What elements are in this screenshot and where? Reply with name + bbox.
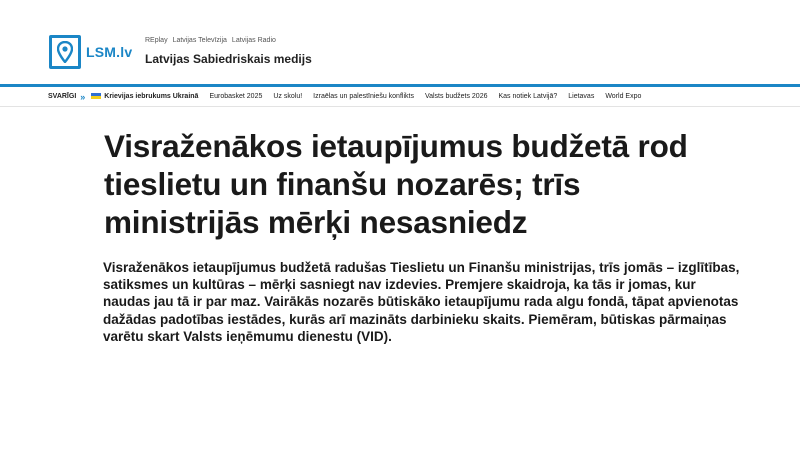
nav-items [91,93,641,100]
double-chevron-right-icon: » [80,91,86,102]
nav-item-budget-2026[interactable]: Valsts budžets 2026 [424,93,488,100]
nav-item-world-expo[interactable]: World Expo [605,93,642,100]
article-headline: Visraženākos ietaupījumus budžetā rod tieslietu un finanšu nozarēs; trīs ministrijās mērķi nesasniedz [104,128,688,240]
nav-label: SVARĪGI [48,93,77,100]
top-link-replay[interactable]: REplay [145,37,168,44]
top-link-ltv[interactable]: Latvijas Televīzija [172,37,227,44]
ukraine-flag-icon [91,93,101,99]
nav-item-israel-conflict[interactable]: Izraēlas un palestīniešu konflikts [313,93,414,100]
nav-item-school[interactable]: Uz skolu! [273,93,303,100]
top-links [145,37,276,44]
brand-title: Latvijas Sabiedriskais medijs [145,52,312,66]
article-lead: Visraženākos ietaupījumus budžetā radušas Tieslietu un Finanšu ministrijas, trīs jomās – izglītības, satiksmes un kultūras – mērķi sasniegt nav izdevies. Premjere skaidroja, ka tās ir jomas, kur naudas jau tā ir par maz. Vairākās nozarēs būtiskāko ietaupījumu rada algu fondā, tāpat apvienotas dažādas padotības iestādes, kurās arī mazināts darbinieku skaits. Piemēram, būtiskas pārmaiņas varētu skart Valsts ieņēmumu dienestu (VID). [103,260,740,344]
nav-item-eurobasket[interactable]: Eurobasket 2025 [209,93,263,100]
nav-item-ukraine[interactable]: Krievijas iebrukums Ukrainā [91,93,198,100]
nav-item-lietavas[interactable]: Lietavas [568,93,595,100]
location-pin-icon [49,35,81,69]
site-logo[interactable] [49,35,132,69]
nav-item-latvia-news[interactable]: Kas notiek Latvijā? [498,93,558,100]
site-header [0,0,800,84]
important-topics-nav [0,87,800,107]
top-link-radio[interactable]: Latvijas Radio [231,37,276,44]
logo-text: LSM.lv [86,44,133,60]
